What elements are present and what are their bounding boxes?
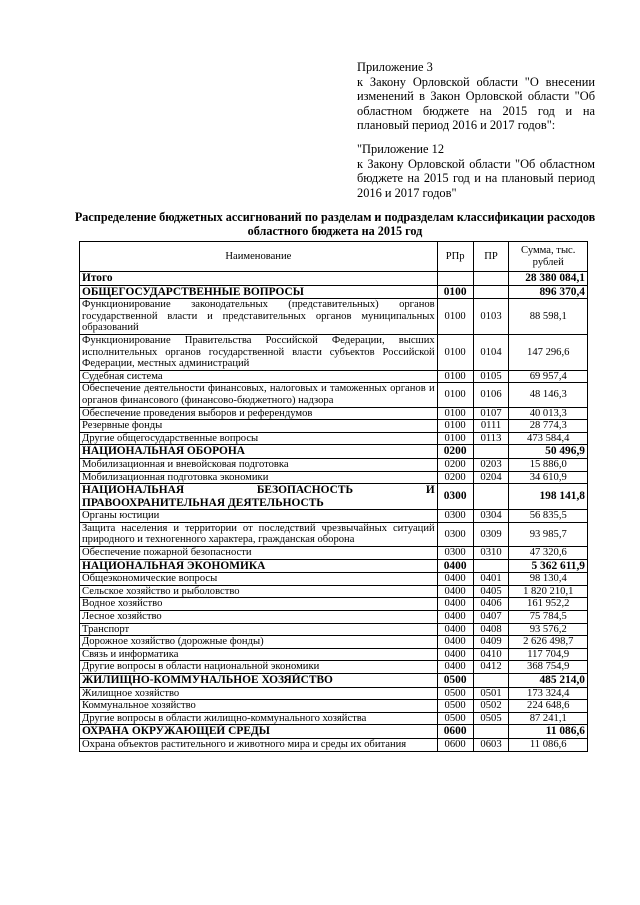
table-row <box>80 370 588 383</box>
table-header <box>80 242 588 272</box>
cell-name: Судебная система <box>80 370 438 383</box>
table-row <box>80 471 588 484</box>
cell-rpr: 0200 <box>437 471 473 484</box>
cell-rpr: 0300 <box>437 547 473 560</box>
section-row <box>80 559 588 573</box>
cell-name: Коммунальное хозяйство <box>80 700 438 713</box>
cell-rpr: 0600 <box>437 725 473 739</box>
cell-sum: 28 380 084,1 <box>509 272 588 286</box>
cell-pr: 0408 <box>473 623 509 636</box>
cell-pr: 0410 <box>473 648 509 661</box>
cell-sum: 47 320,6 <box>509 547 588 560</box>
table-row <box>80 299 588 335</box>
table-row <box>80 687 588 700</box>
annex-text: к Закону Орловской области "О внесении изменений в Закон Орловской области "Об областном бюджете на 2015 год и на плановый период 2016 и 2017 годов": <box>357 74 595 133</box>
cell-sum: 896 370,4 <box>509 285 588 299</box>
table-row <box>80 700 588 713</box>
cell-rpr: 0300 <box>437 510 473 523</box>
cell-pr <box>473 674 509 688</box>
section-row <box>80 484 588 510</box>
table-row <box>80 648 588 661</box>
cell-pr: 0113 <box>473 432 509 445</box>
cell-sum: 11 086,6 <box>509 725 588 739</box>
table-row <box>80 522 588 546</box>
section-row <box>80 445 588 459</box>
cell-name: Общеэкономические вопросы <box>80 573 438 586</box>
cell-sum: 368 754,9 <box>509 661 588 674</box>
cell-sum: 473 584,4 <box>509 432 588 445</box>
cell-name: Обеспечение деятельности финансовых, налоговых и таможенных органов и органов финансового (финансово-бюджетного) надзора <box>80 383 438 407</box>
cell-name: Сельское хозяйство и рыболовство <box>80 585 438 598</box>
cell-name: Связь и информатика <box>80 648 438 661</box>
cell-name: Водное хозяйство <box>80 598 438 611</box>
budget-table <box>79 241 588 752</box>
cell-sum: 50 496,9 <box>509 445 588 459</box>
cell-name: Транспорт <box>80 623 438 636</box>
cell-rpr: 0400 <box>437 573 473 586</box>
cell-pr <box>473 559 509 573</box>
cell-name: Другие вопросы в области жилищно-коммунального хозяйства <box>80 712 438 725</box>
cell-pr: 0204 <box>473 471 509 484</box>
cell-pr: 0103 <box>473 299 509 335</box>
table-row <box>80 458 588 471</box>
cell-rpr: 0100 <box>437 299 473 335</box>
cell-sum: 2 626 498,7 <box>509 636 588 649</box>
cell-rpr: 0400 <box>437 585 473 598</box>
cell-sum: 34 610,9 <box>509 471 588 484</box>
header-pr: ПР <box>473 242 509 272</box>
cell-rpr: 0100 <box>437 334 473 370</box>
cell-sum: 56 835,5 <box>509 510 588 523</box>
cell-pr <box>473 725 509 739</box>
cell-rpr: 0100 <box>437 370 473 383</box>
cell-sum: 1 820 210,1 <box>509 585 588 598</box>
cell-name: Мобилизационная и вневойсковая подготовка <box>80 458 438 471</box>
table-row <box>80 585 588 598</box>
table-row <box>80 432 588 445</box>
header-sum: Сумма, тыс. рублей <box>509 242 588 272</box>
cell-sum: 69 957,4 <box>509 370 588 383</box>
cell-rpr: 0400 <box>437 661 473 674</box>
cell-rpr: 0200 <box>437 445 473 459</box>
cell-rpr: 0100 <box>437 407 473 420</box>
cell-rpr: 0100 <box>437 432 473 445</box>
cell-name: ЖИЛИЩНО-КОММУНАЛЬНОЕ ХОЗЯЙСТВО <box>80 674 438 688</box>
cell-sum: 98 130,4 <box>509 573 588 586</box>
table-row <box>80 738 588 751</box>
cell-pr: 0502 <box>473 700 509 713</box>
cell-rpr: 0500 <box>437 712 473 725</box>
cell-pr: 0412 <box>473 661 509 674</box>
cell-pr: 0401 <box>473 573 509 586</box>
cell-pr <box>473 484 509 510</box>
header-name: Наименование <box>80 242 438 272</box>
section-row <box>80 272 588 286</box>
cell-name: Резервные фонды <box>80 420 438 433</box>
table-row <box>80 407 588 420</box>
cell-sum: 198 141,8 <box>509 484 588 510</box>
cell-name: Другие вопросы в области национальной экономики <box>80 661 438 674</box>
cell-pr <box>473 272 509 286</box>
cell-pr: 0304 <box>473 510 509 523</box>
cell-pr: 0409 <box>473 636 509 649</box>
cell-rpr: 0400 <box>437 598 473 611</box>
cell-name: Функционирование Правительства Российской Федерации, высших исполнительных органов государственной власти субъектов Российской Федерации, местных администраций <box>80 334 438 370</box>
cell-rpr: 0100 <box>437 420 473 433</box>
cell-sum: 75 784,5 <box>509 611 588 624</box>
table-row <box>80 661 588 674</box>
cell-name: Другие общегосударственные вопросы <box>80 432 438 445</box>
cell-name: Итого <box>80 272 438 286</box>
cell-pr: 0106 <box>473 383 509 407</box>
cell-name: Мобилизационная подготовка экономики <box>80 471 438 484</box>
cell-rpr: 0100 <box>437 285 473 299</box>
table-row <box>80 712 588 725</box>
table-row <box>80 636 588 649</box>
cell-pr <box>473 285 509 299</box>
cell-name: Охрана объектов растительного и животного мира и среды их обитания <box>80 738 438 751</box>
section-row <box>80 285 588 299</box>
cell-sum: 15 886,0 <box>509 458 588 471</box>
cell-rpr: 0300 <box>437 522 473 546</box>
table-row <box>80 510 588 523</box>
cell-rpr: 0300 <box>437 484 473 510</box>
cell-pr: 0407 <box>473 611 509 624</box>
cell-rpr <box>437 272 473 286</box>
cell-rpr: 0600 <box>437 738 473 751</box>
cell-name: Функционирование законодательных (представительных) органов государственной власти и представительных органов муниципальных образований <box>80 299 438 335</box>
cell-rpr: 0400 <box>437 623 473 636</box>
cell-sum: 147 296,6 <box>509 334 588 370</box>
cell-rpr: 0200 <box>437 458 473 471</box>
cell-name: Органы юстиции <box>80 510 438 523</box>
section-row <box>80 674 588 688</box>
cell-pr: 0405 <box>473 585 509 598</box>
cell-pr: 0501 <box>473 687 509 700</box>
table-row <box>80 334 588 370</box>
cell-pr: 0111 <box>473 420 509 433</box>
cell-sum: 87 241,1 <box>509 712 588 725</box>
cell-sum: 40 013,3 <box>509 407 588 420</box>
cell-sum: 5 362 611,9 <box>509 559 588 573</box>
cell-name: ОХРАНА ОКРУЖАЮЩЕЙ СРЕДЫ <box>80 725 438 739</box>
cell-rpr: 0500 <box>437 687 473 700</box>
cell-sum: 88 598,1 <box>509 299 588 335</box>
cell-sum: 117 704,9 <box>509 648 588 661</box>
header-rpr: РПр <box>437 242 473 272</box>
cell-sum: 485 214,0 <box>509 674 588 688</box>
cell-sum: 161 952,2 <box>509 598 588 611</box>
table-row <box>80 573 588 586</box>
cell-pr: 0603 <box>473 738 509 751</box>
cell-sum: 93 985,7 <box>509 522 588 546</box>
document-title: Распределение бюджетных ассигнований по разделам и подразделам классификации расходов областного бюджета на 2015 год <box>74 210 596 238</box>
cell-sum: 173 324,4 <box>509 687 588 700</box>
cell-name: ОБЩЕГОСУДАРСТВЕННЫЕ ВОПРОСЫ <box>80 285 438 299</box>
cell-name: Лесное хозяйство <box>80 611 438 624</box>
table-row <box>80 420 588 433</box>
table-row <box>80 383 588 407</box>
table-row <box>80 611 588 624</box>
cell-rpr: 0400 <box>437 648 473 661</box>
table-row <box>80 623 588 636</box>
cell-pr <box>473 445 509 459</box>
cell-pr: 0104 <box>473 334 509 370</box>
cell-pr: 0309 <box>473 522 509 546</box>
cell-name: НАЦИОНАЛЬНАЯ ОБОРОНА <box>80 445 438 459</box>
cell-rpr: 0100 <box>437 383 473 407</box>
annex-reference-3 <box>357 60 595 133</box>
cell-name: Обеспечение пожарной безопасности <box>80 547 438 560</box>
cell-rpr: 0500 <box>437 700 473 713</box>
cell-name: Обеспечение проведения выборов и референдумов <box>80 407 438 420</box>
cell-name: НАЦИОНАЛЬНАЯ ЭКОНОМИКА <box>80 559 438 573</box>
cell-name: НАЦИОНАЛЬНАЯ БЕЗОПАСНОСТЬ И ПРАВООХРАНИТЕЛЬНАЯ ДЕЯТЕЛЬНОСТЬ <box>80 484 438 510</box>
cell-pr: 0105 <box>473 370 509 383</box>
table-row <box>80 598 588 611</box>
cell-sum: 11 086,6 <box>509 738 588 751</box>
section-row <box>80 725 588 739</box>
cell-sum: 224 648,6 <box>509 700 588 713</box>
cell-rpr: 0400 <box>437 636 473 649</box>
cell-sum: 28 774,3 <box>509 420 588 433</box>
cell-rpr: 0500 <box>437 674 473 688</box>
annex-title: "Приложение 12 <box>357 142 445 156</box>
cell-pr: 0203 <box>473 458 509 471</box>
cell-pr: 0310 <box>473 547 509 560</box>
cell-name: Защита населения и территории от последствий чрезвычайных ситуаций природного и техногенного характера, гражданская оборона <box>80 522 438 546</box>
cell-name: Дорожное хозяйство (дорожные фонды) <box>80 636 438 649</box>
annex-reference-12 <box>357 142 595 200</box>
cell-pr: 0107 <box>473 407 509 420</box>
cell-name: Жилищное хозяйство <box>80 687 438 700</box>
cell-pr: 0406 <box>473 598 509 611</box>
annex-title: Приложение 3 <box>357 60 433 74</box>
annex-text: к Закону Орловской области "Об областном бюджете на 2015 год и на плановый период 2016 и 2017 годов" <box>357 156 595 200</box>
cell-pr: 0505 <box>473 712 509 725</box>
cell-rpr: 0400 <box>437 611 473 624</box>
cell-sum: 48 146,3 <box>509 383 588 407</box>
cell-sum: 93 576,2 <box>509 623 588 636</box>
cell-rpr: 0400 <box>437 559 473 573</box>
table-row <box>80 547 588 560</box>
